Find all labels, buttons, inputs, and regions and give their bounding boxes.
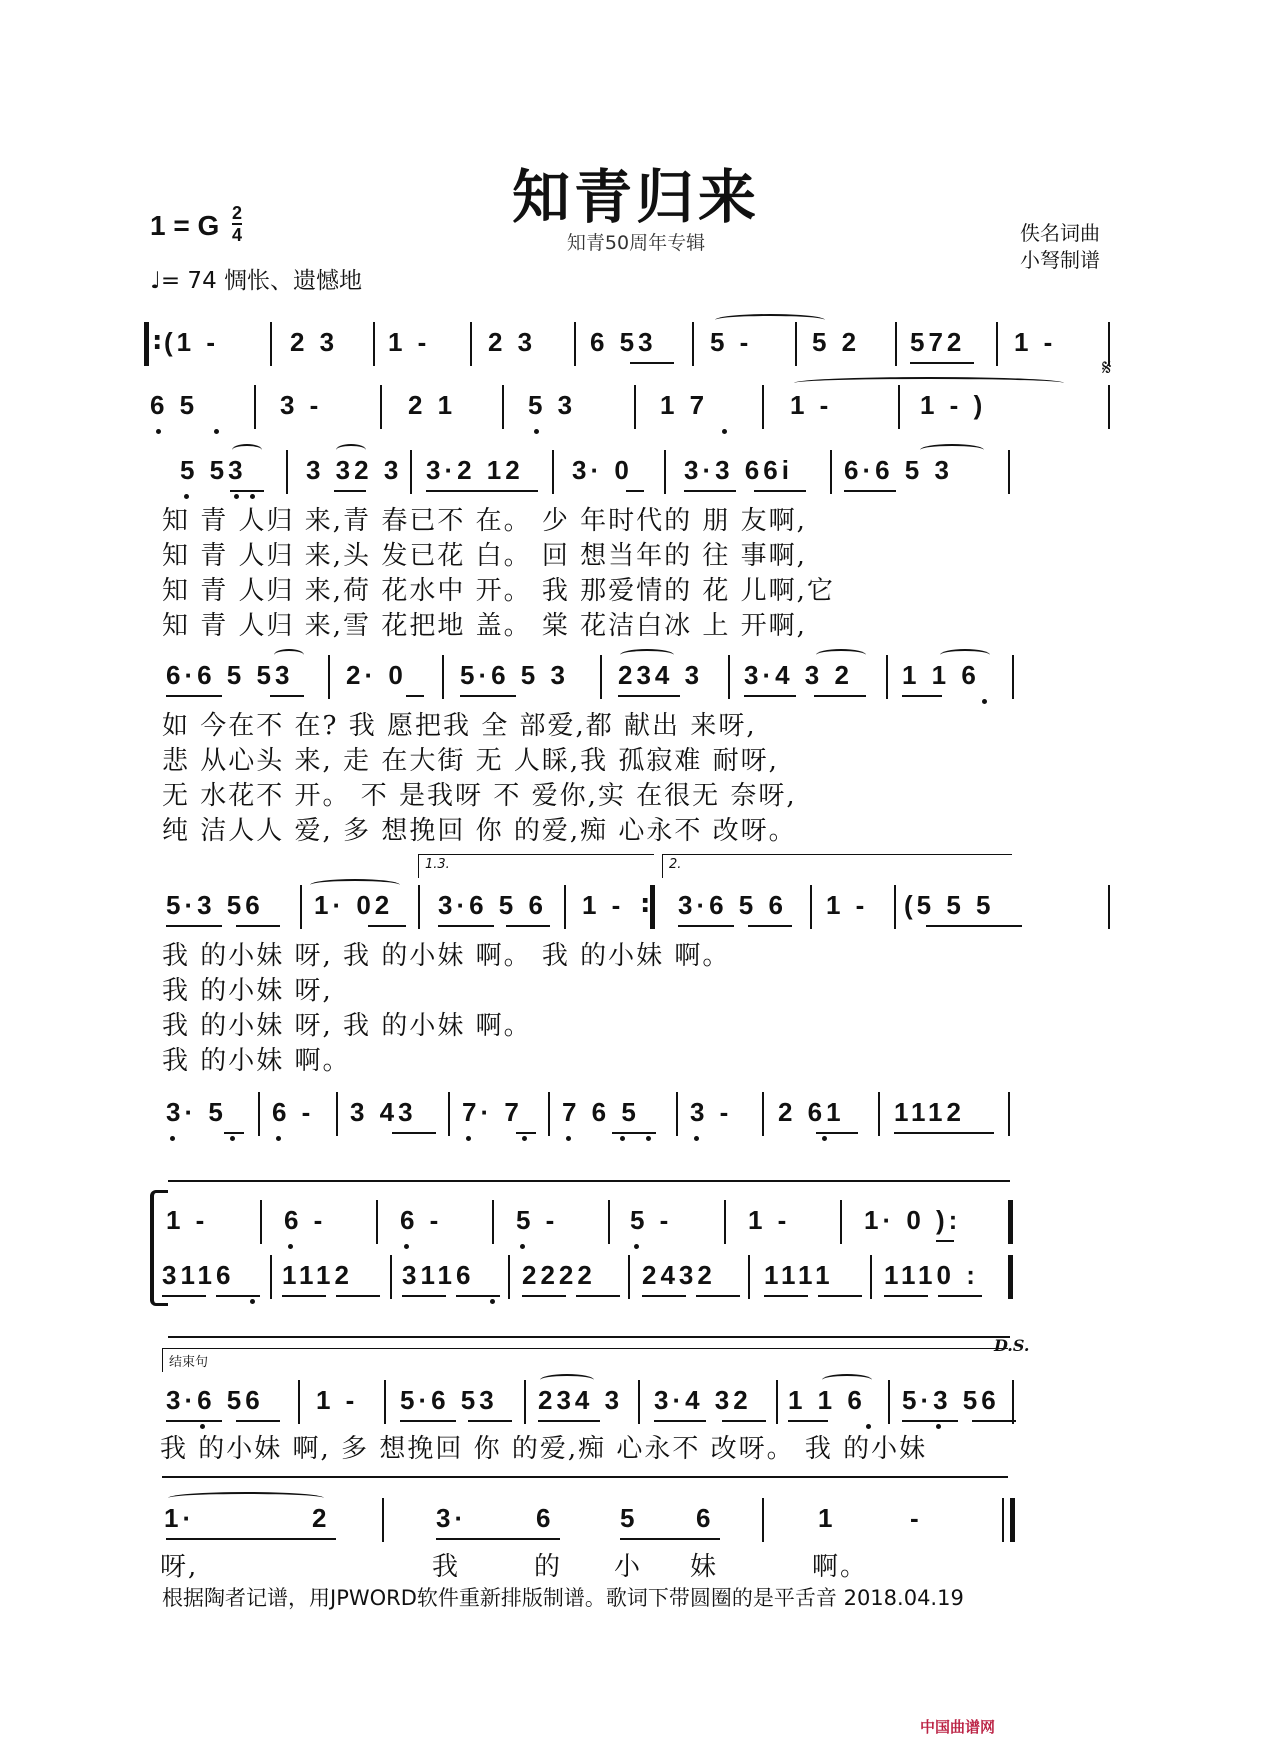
measure: 1111 bbox=[764, 1259, 834, 1290]
watermark-logo: 中国曲谱网 bbox=[920, 1718, 996, 1736]
measure: 6 - bbox=[400, 1204, 443, 1235]
measure: 5 - bbox=[516, 1204, 559, 1235]
repeat-start-colon: : bbox=[152, 326, 163, 356]
score-row-8 bbox=[150, 1255, 1110, 1305]
measure: 1 - bbox=[166, 1204, 209, 1235]
repeat-start-barline bbox=[144, 322, 149, 366]
measure: 2 61 bbox=[778, 1096, 845, 1127]
time-signature-bottom: 4 bbox=[232, 225, 243, 245]
measure: 1 - bbox=[316, 1384, 359, 1415]
measure: (1 - bbox=[164, 326, 219, 357]
measure: 7· 7 bbox=[462, 1096, 523, 1127]
lyric-line: 我 的小妹 呀, 我 的小妹 啊。 bbox=[162, 1011, 532, 1041]
album-subtitle: 知青50周年专辑 bbox=[566, 232, 706, 254]
lyric-line: 纯 洁人人 爱, 多 想挽回 你 的爱,痴 心永不 改呀。 bbox=[162, 816, 797, 846]
key-signature: 1 = G bbox=[150, 210, 220, 241]
score-row-2 bbox=[150, 385, 1110, 435]
measure: 6 bbox=[696, 1502, 715, 1533]
lyric-line: 我 的小妹 呀, 我 的小妹 啊。 我 的小妹 啊。 bbox=[162, 941, 731, 971]
measure: 3 32 3 bbox=[306, 454, 403, 485]
measure: 6·6 5 53 bbox=[166, 659, 294, 690]
measure: 2 1 bbox=[408, 389, 457, 420]
measure: 1 - bbox=[388, 326, 431, 357]
measure: 3 - bbox=[280, 389, 323, 420]
measure: 5 - bbox=[630, 1204, 673, 1235]
measure: 7 6 5 bbox=[562, 1096, 640, 1127]
lyric-line: 如 今在不 在? 我 愿把我 全 部爱,都 献出 来呀, bbox=[162, 711, 757, 741]
time-signature bbox=[232, 204, 242, 244]
measure: 1· 0 ): bbox=[864, 1204, 962, 1235]
measure: 234 3 bbox=[538, 1384, 624, 1415]
lyric-word: 啊。 bbox=[812, 1552, 869, 1582]
score-row-6 bbox=[150, 1092, 1110, 1142]
measure: 1 - bbox=[790, 389, 833, 420]
measure: 1· bbox=[164, 1502, 196, 1533]
measure: 1112 bbox=[282, 1259, 353, 1290]
ending-label: 结束句 bbox=[162, 1348, 1008, 1372]
measure: 572 bbox=[910, 326, 966, 357]
measure: 1 1 6 bbox=[788, 1384, 866, 1415]
lyric-line: 我 的小妹 啊。 bbox=[162, 1046, 351, 1076]
score-row-9 bbox=[150, 1380, 1110, 1430]
lyric-line: 我 的小妹 啊, 多 想挽回 你 的爱,痴 心永不 改呀。 我 的小妹 bbox=[160, 1434, 928, 1464]
measure: 1110 : bbox=[884, 1259, 979, 1290]
measure: 3·4 3 2 bbox=[744, 659, 853, 690]
lyric-word: 呀, bbox=[160, 1552, 199, 1582]
measure: 2 3 bbox=[488, 326, 537, 357]
credits-line2: 小弩制谱 bbox=[1020, 248, 1100, 272]
score-row-10 bbox=[150, 1498, 1110, 1548]
measure: 3116 bbox=[402, 1259, 475, 1290]
tempo-marking: ♩= 74 惆怅、遗憾地 bbox=[150, 268, 363, 294]
score-row-1 bbox=[150, 322, 1112, 381]
measure: 5·6 53 bbox=[400, 1384, 498, 1415]
score-row-3 bbox=[150, 450, 1110, 500]
lyric-line: 知 青 人归 来,头 发已花 白。 回 想当年的 往 事啊, bbox=[162, 541, 807, 571]
measure: 3·6 5 6 bbox=[678, 889, 787, 920]
measure: 3·4 32 bbox=[654, 1384, 752, 1415]
measure: 3· 5 bbox=[166, 1096, 227, 1127]
measure: 2 bbox=[312, 1502, 331, 1533]
measure: 3 - bbox=[690, 1096, 733, 1127]
measure: 5 - bbox=[710, 326, 753, 357]
volta-2: 2. bbox=[662, 854, 1012, 878]
measure: 3·6 5 6 bbox=[438, 889, 547, 920]
lyric-line: 悲 从心头 来, 走 在大街 无 人睬,我 孤寂难 耐呀, bbox=[162, 746, 779, 776]
measure: 6 5 bbox=[150, 389, 199, 420]
time-signature-top: 2 bbox=[232, 203, 243, 223]
measure: 1 7 bbox=[660, 389, 709, 420]
measure: (5 5 5 bbox=[904, 889, 995, 920]
credits bbox=[1020, 220, 1100, 274]
lyric-line: 知 青 人归 来,青 春已不 在。 少 年时代的 朋 友啊, bbox=[162, 506, 807, 536]
measure: 1 - bbox=[826, 889, 869, 920]
measure: 1 - bbox=[582, 889, 625, 920]
measure: 1 - ) bbox=[920, 389, 987, 420]
measure: 1 1 6 bbox=[902, 659, 980, 690]
credits-line1: 佚名词曲 bbox=[1020, 221, 1100, 245]
measure: 5 bbox=[620, 1502, 639, 1533]
lyric-line: 知 青 人归 来,荷 花水中 开。 我 那爱情的 花 儿啊,它 bbox=[162, 576, 835, 606]
measure: 1 - bbox=[748, 1204, 791, 1235]
measure: 5·3 56 bbox=[902, 1384, 1000, 1415]
measure: 5 53 bbox=[180, 454, 247, 485]
measure: 6 - bbox=[284, 1204, 327, 1235]
measure: 3·3 66i bbox=[684, 454, 793, 485]
lyric-word: 小 bbox=[614, 1552, 643, 1582]
measure: 5 3 bbox=[528, 389, 577, 420]
measure: 5·6 5 3 bbox=[460, 659, 569, 690]
lyric-line: 无 水花不 开。 不 是我呀 不 爱你,实 在很无 奈呀, bbox=[162, 781, 797, 811]
measure: 5 2 bbox=[812, 326, 861, 357]
measure: 6 bbox=[536, 1502, 555, 1533]
measure: 3 43 bbox=[350, 1096, 417, 1127]
measure: 1 - bbox=[1014, 326, 1057, 357]
measure: 3116 bbox=[162, 1259, 235, 1290]
score-row-7 bbox=[150, 1200, 1110, 1250]
measure: 6 53 bbox=[590, 326, 657, 357]
measure: 3·6 56 bbox=[166, 1384, 264, 1415]
measure: 6·6 5 3 bbox=[844, 454, 953, 485]
song-title: 知青归来 bbox=[511, 163, 760, 231]
segno-icon: 𝄋 bbox=[1102, 356, 1112, 381]
lyric-word: 我 bbox=[432, 1552, 461, 1582]
measure: 1 bbox=[818, 1502, 837, 1533]
lyric-line: 知 青 人归 来,雪 花把地 盖。 棠 花洁白冰 上 开啊, bbox=[162, 611, 807, 641]
measure: 3· bbox=[436, 1502, 468, 1533]
score-row-5: 5·3 56 1· 02 3·6 5 6 1 - : 3·6 5 6 1 - (5 5 5 bbox=[150, 885, 1110, 935]
measure: 3· 0 bbox=[572, 454, 633, 485]
measure: 5·3 56 bbox=[166, 889, 264, 920]
measure: 2432 bbox=[642, 1259, 716, 1290]
measure: 1112 bbox=[894, 1096, 965, 1127]
measure: 1· 02 bbox=[314, 889, 394, 920]
measure: 2 3 bbox=[290, 326, 339, 357]
lyric-word: 的 bbox=[534, 1552, 563, 1582]
measure: 234 3 bbox=[618, 659, 704, 690]
score-row-4 bbox=[150, 655, 1110, 705]
measure: 6 - bbox=[272, 1096, 315, 1127]
measure: 3·2 12 bbox=[426, 454, 524, 485]
footer-note: 根据陶者记谱，用JPWORD软件重新排版制谱。歌词下带圆圈的是平舌音 2018.04.19 bbox=[162, 1586, 964, 1610]
lyric-line: 我 的小妹 呀, bbox=[162, 976, 333, 1006]
measure: - bbox=[910, 1502, 923, 1533]
measure: 2222 bbox=[522, 1259, 596, 1290]
lyric-word: 妹 bbox=[690, 1552, 719, 1582]
measure: 2· 0 bbox=[346, 659, 407, 690]
volta-1: 1.3. bbox=[418, 854, 654, 878]
ds-marking: D.S. bbox=[994, 1336, 1030, 1355]
